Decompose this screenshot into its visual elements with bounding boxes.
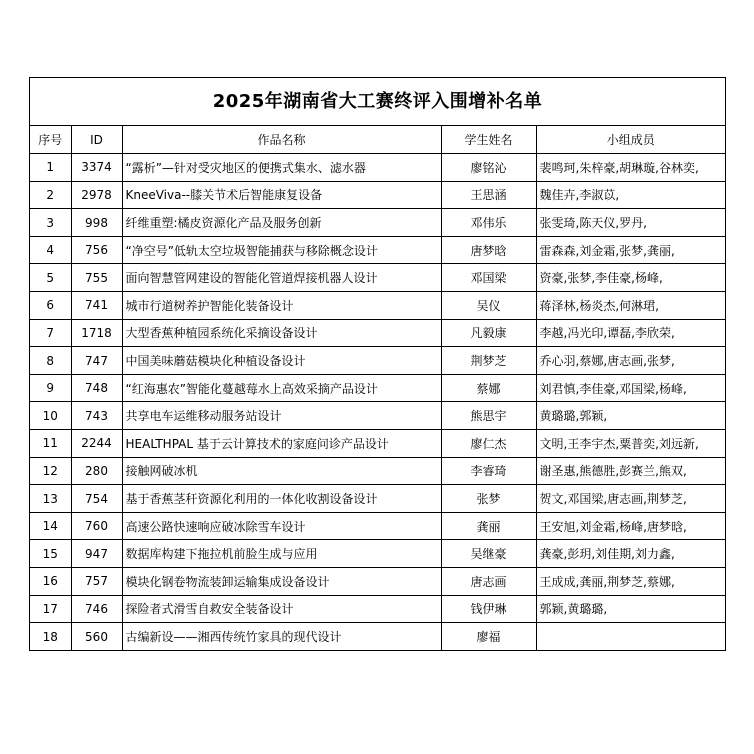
- cell-work-title: 共享电车运维移动服务站设计: [122, 402, 441, 430]
- cell-student-name: 唐志画: [441, 568, 536, 596]
- cell-student-name: 钱伊琳: [441, 595, 536, 623]
- cell-id: 760: [71, 512, 122, 540]
- cell-no: 8: [30, 347, 71, 375]
- cell-id: 2244: [71, 430, 122, 458]
- cell-id: 743: [71, 402, 122, 430]
- table-row: [30, 209, 725, 237]
- table-row: [30, 568, 725, 596]
- table-row: [30, 181, 725, 209]
- cell-no: 17: [30, 595, 71, 623]
- cell-id: 998: [71, 209, 122, 237]
- cell-no: 1: [30, 154, 71, 182]
- cell-team-members: 郭颖,黄璐璐,: [536, 595, 725, 623]
- cell-work-title: 纤维重塑:橘皮资源化产品及服务创新: [122, 209, 441, 237]
- header-id: ID: [71, 126, 122, 154]
- cell-team-members: 刘君慎,李佳豪,邓国梁,杨峰,: [536, 374, 725, 402]
- cell-team-members: 谢圣惠,熊德胜,彭赛兰,熊双,: [536, 457, 725, 485]
- cell-student-name: 廖福: [441, 623, 536, 651]
- table-row: [30, 623, 725, 651]
- cell-no: 3: [30, 209, 71, 237]
- table-row: [30, 595, 725, 623]
- table-row: [30, 292, 725, 320]
- cell-student-name: 李睿琦: [441, 457, 536, 485]
- table-row: [30, 264, 725, 292]
- cell-team-members: 雷森森,刘金霜,张梦,龚丽,: [536, 236, 725, 264]
- cell-no: 11: [30, 430, 71, 458]
- table-row: [30, 374, 725, 402]
- cell-work-title: 中国美味蘑菇模块化种植设备设计: [122, 347, 441, 375]
- table-row: [30, 540, 725, 568]
- cell-id: 757: [71, 568, 122, 596]
- cell-student-name: 廖铭沁: [441, 154, 536, 182]
- table-row: [30, 347, 725, 375]
- table-row: [30, 236, 725, 264]
- cell-no: 18: [30, 623, 71, 651]
- cell-student-name: 熊思宇: [441, 402, 536, 430]
- cell-id: 747: [71, 347, 122, 375]
- cell-team-members: 李越,冯光印,谭磊,李欣荣,: [536, 319, 725, 347]
- table-header-row: [30, 126, 725, 154]
- cell-work-title: “露析”—针对受灾地区的便携式集水、滤水器: [122, 154, 441, 182]
- cell-team-members: 黄璐璐,郭颖,: [536, 402, 725, 430]
- cell-no: 9: [30, 374, 71, 402]
- cell-no: 5: [30, 264, 71, 292]
- cell-id: 746: [71, 595, 122, 623]
- cell-id: 560: [71, 623, 122, 651]
- cell-student-name: 龚丽: [441, 512, 536, 540]
- cell-team-members: 乔心羽,蔡娜,唐志画,张梦,: [536, 347, 725, 375]
- cell-id: 3374: [71, 154, 122, 182]
- cell-id: 947: [71, 540, 122, 568]
- cell-no: 6: [30, 292, 71, 320]
- cell-id: 1718: [71, 319, 122, 347]
- cell-student-name: 吴继豪: [441, 540, 536, 568]
- cell-id: 755: [71, 264, 122, 292]
- cell-work-title: 模块化钢卷物流装卸运输集成设备设计: [122, 568, 441, 596]
- table-row: [30, 485, 725, 513]
- header-student: 学生姓名: [441, 126, 536, 154]
- cell-no: 10: [30, 402, 71, 430]
- cell-student-name: 荆梦芝: [441, 347, 536, 375]
- table-row: [30, 154, 725, 182]
- cell-student-name: 王思涵: [441, 181, 536, 209]
- cell-id: 2978: [71, 181, 122, 209]
- cell-student-name: 张梦: [441, 485, 536, 513]
- cell-no: 14: [30, 512, 71, 540]
- cell-work-title: HEALTHPAL 基于云计算技术的家庭问诊产品设计: [122, 430, 441, 458]
- cell-no: 13: [30, 485, 71, 513]
- header-no: 序号: [30, 126, 71, 154]
- cell-team-members: 魏佳卉,李淑苡,: [536, 181, 725, 209]
- cell-no: 16: [30, 568, 71, 596]
- cell-team-members: 龚豪,彭玥,刘佳期,刘力鑫,: [536, 540, 725, 568]
- cell-no: 4: [30, 236, 71, 264]
- cell-team-members: [536, 623, 725, 651]
- cell-work-title: 高速公路快速响应破冰除雪车设计: [122, 512, 441, 540]
- roster-sheet: [29, 77, 726, 651]
- header-members: 小组成员: [536, 126, 725, 154]
- cell-work-title: 探险者式滑雪自救安全装备设计: [122, 595, 441, 623]
- header-work: 作品名称: [122, 126, 441, 154]
- cell-no: 12: [30, 457, 71, 485]
- cell-student-name: 廖仁杰: [441, 430, 536, 458]
- cell-work-title: KneeViva--膝关节术后智能康复设备: [122, 181, 441, 209]
- cell-team-members: 文明,王李宇杰,粟普奕,刘远新,: [536, 430, 725, 458]
- cell-student-name: 唐梦晗: [441, 236, 536, 264]
- cell-id: 754: [71, 485, 122, 513]
- cell-work-title: “净空号”低轨太空垃圾智能捕获与移除概念设计: [122, 236, 441, 264]
- cell-id: 748: [71, 374, 122, 402]
- table-row: [30, 319, 725, 347]
- cell-student-name: 凡毅康: [441, 319, 536, 347]
- cell-id: 756: [71, 236, 122, 264]
- cell-work-title: 数据库构建下拖拉机前脸生成与应用: [122, 540, 441, 568]
- cell-work-title: “红海惠农”智能化蔓越莓水上高效采摘产品设计: [122, 374, 441, 402]
- table-row: [30, 512, 725, 540]
- cell-no: 7: [30, 319, 71, 347]
- page-title: 2025年湖南省大工赛终评入围增补名单: [30, 78, 725, 126]
- cell-team-members: 裴鸣珂,朱梓豪,胡琳璇,谷林奕,: [536, 154, 725, 182]
- cell-work-title: 接触网破冰机: [122, 457, 441, 485]
- cell-id: 741: [71, 292, 122, 320]
- cell-team-members: 王成成,龚丽,荆梦芝,蔡娜,: [536, 568, 725, 596]
- cell-student-name: 邓国梁: [441, 264, 536, 292]
- cell-team-members: 资豪,张梦,李佳豪,杨峰,: [536, 264, 725, 292]
- cell-work-title: 大型香蕉种植园系统化采摘设备设计: [122, 319, 441, 347]
- cell-student-name: 邓伟乐: [441, 209, 536, 237]
- cell-team-members: 蒋泽林,杨炎杰,何淋珺,: [536, 292, 725, 320]
- cell-team-members: 贺文,邓国梁,唐志画,荆梦芝,: [536, 485, 725, 513]
- cell-team-members: 王安旭,刘金霜,杨峰,唐梦晗,: [536, 512, 725, 540]
- roster-table: [30, 126, 725, 650]
- cell-no: 2: [30, 181, 71, 209]
- table-row: [30, 402, 725, 430]
- cell-work-title: 城市行道树养护智能化装备设计: [122, 292, 441, 320]
- cell-team-members: 张雯琦,陈天仪,罗丹,: [536, 209, 725, 237]
- table-row: [30, 430, 725, 458]
- cell-student-name: 吴仪: [441, 292, 536, 320]
- cell-work-title: 面向智慧管网建设的智能化管道焊接机器人设计: [122, 264, 441, 292]
- cell-no: 15: [30, 540, 71, 568]
- cell-work-title: 古编新设——湘西传统竹家具的现代设计: [122, 623, 441, 651]
- cell-work-title: 基于香蕉茎秆资源化利用的一体化收割设备设计: [122, 485, 441, 513]
- table-row: [30, 457, 725, 485]
- cell-id: 280: [71, 457, 122, 485]
- cell-student-name: 蔡娜: [441, 374, 536, 402]
